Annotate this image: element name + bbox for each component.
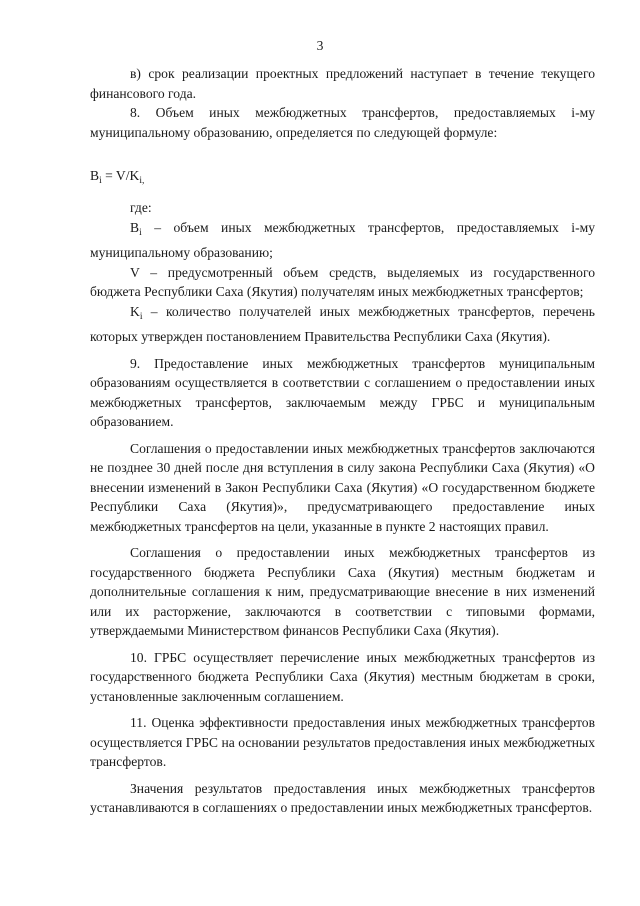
- paragraph-10: 10. ГРБС осуществляет перечисление иных межбюджетных трансфертов из государственного бюджета Республики Саха (Якутия) местным бюджетам в сроки, установленные заключенным соглашением.: [90, 649, 595, 704]
- definition-k: [90, 302, 595, 347]
- formula-rhs: = V/K: [101, 168, 140, 183]
- paragraph-9-forms: Соглашения о предоставлении иных межбюджетных трансфертов из государственного бюджета Республики Саха (Якутия) местным бюджетам и дополнительные соглашения к ним, предусматривающие внесение в них изменений или их расторжение, заключаются в соответствии с типовыми формами, утверждаемыми Министерством финансов Республики Саха (Якутия).: [90, 545, 595, 638]
- def-k-text: – количество получателей иных межбюджетных трансфертов, перечень которых утвержден постановлением Правительства Республики Саха (Якутия).: [90, 303, 595, 344]
- def-k-sub: i: [139, 311, 143, 322]
- paragraph-9-agreements: Соглашения о предоставлении иных межбюджетных трансфертов заключаются не позднее 30 дней после дня вступления в силу закона Республики Саха (Якутия) «О внесении изменений в Закон Республики Саха (Якутия) «О государственном бюджете Республики Саха (Якутия)», предусматривающего предоставление иных межбюджетных трансфертов на цели, указанные в пункте 2 настоящих правил.: [90, 440, 595, 534]
- def-b-symbol: B: [130, 219, 140, 235]
- page-number: 3: [316, 38, 324, 53]
- document-body: [90, 64, 595, 818]
- formula: [90, 166, 595, 191]
- paragraph-11-values: Значения результатов предоставления иных межбюджетных трансфертов устанавливаются в соглашениях о предоставлении иных межбюджетных трансфертов.: [90, 780, 595, 815]
- where-label: где:: [130, 200, 152, 215]
- paragraph-8: 8. Объем иных межбюджетных трансфертов, предоставляемых i-му муниципальному образованию, определяется по следующей формуле:: [90, 105, 595, 140]
- paragraph-9: 9. Предоставление иных межбюджетных трансфертов муниципальным образованиям осуществляется в соответствии с соглашением о предоставлении иных межбюджетных трансфертов, заключаемым между ГРБС и муниципальным образованием.: [90, 355, 595, 429]
- def-b-sub: i: [139, 227, 142, 238]
- paragraph-11: 11. Оценка эффективности предоставления иных межбюджетных трансфертов осуществляется ГРБС на основании результатов предоставления иных межбюджетных трансфертов.: [90, 715, 595, 769]
- formula-b: B: [90, 168, 100, 183]
- definition-b: [90, 218, 595, 263]
- definition-v: V – предусмотренный объем средств, выделяемых из государственного бюджета Республики Саха (Якутия) получателям иных межбюджетных трансфертов;: [90, 264, 595, 299]
- def-k-symbol: K: [130, 303, 140, 319]
- formula-sub-i2: i,: [139, 176, 145, 186]
- formula-sub-i: i: [99, 176, 102, 186]
- def-b-text: – объем иных межбюджетных трансфертов, предоставляемых i-му муниципальному образованию;: [90, 219, 595, 260]
- paragraph-7v: в) срок реализации проектных предложений наступает в течение текущего финансового года.: [90, 66, 595, 101]
